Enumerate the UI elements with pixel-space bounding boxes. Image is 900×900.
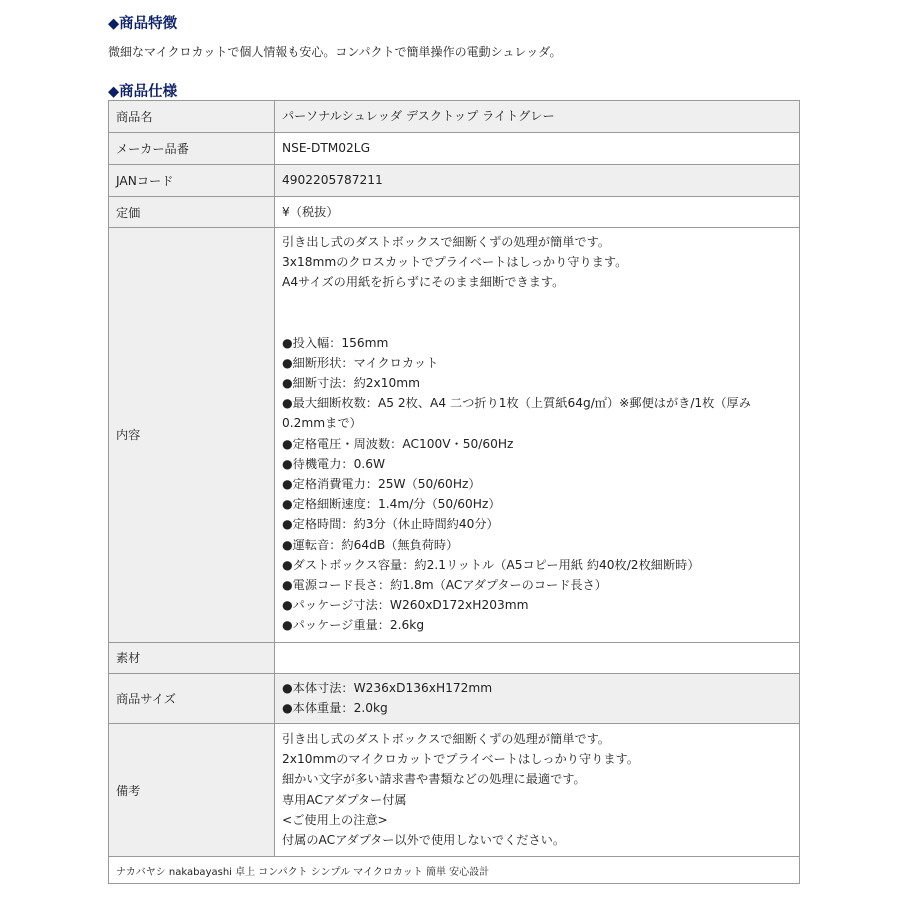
text-line: ●投入幅：156mm <box>282 335 389 350</box>
row-label: 素材 <box>109 642 275 673</box>
table-row-remarks <box>109 724 800 857</box>
table-row-price <box>109 197 800 228</box>
text-line: 引き出し式のダストボックスで細断くずの処理が簡単です。 <box>282 732 610 747</box>
text-line: ●本体寸法：W236xD136xH172mm <box>282 680 493 695</box>
text-line: ●定格消費電力：25W（50/60Hz） <box>282 477 481 492</box>
row-value <box>275 673 800 723</box>
text-line: 細かい文字が多い請求書や書類などの処理に最適です。 <box>282 772 586 787</box>
text-line: A4サイズの用紙を折らずにそのまま細断できます。 <box>282 275 565 290</box>
features-text: 微細なマイクロカットで個人情報も安心。コンパクトで簡単操作の電動シュレッダ。 <box>108 45 562 59</box>
row-value <box>275 724 800 857</box>
row-value <box>275 228 800 643</box>
table-row-jan-code <box>109 165 800 197</box>
table-row-product-size <box>109 673 800 723</box>
row-label: 内容 <box>109 228 275 643</box>
footer-keywords: ナカバヤシ nakabayashi 卓上 コンパクト シンプル マイクロカット 簡単 安心設計 <box>109 857 800 884</box>
table-row-contents <box>109 228 800 643</box>
text-line: ●細断寸法：約2x10mm <box>282 376 420 391</box>
text-line: ●パッケージ寸法：W260xD172xH203mm <box>282 598 529 613</box>
spec-table <box>108 100 800 884</box>
row-value: パーソナルシュレッダ デスクトップ ライトグレー <box>275 101 800 133</box>
contents-bullets <box>282 333 792 636</box>
row-label: 定価 <box>109 197 275 228</box>
row-value: NSE-DTM02LG <box>275 133 800 165</box>
row-label: 商品サイズ <box>109 673 275 723</box>
row-label: JANコード <box>109 165 275 197</box>
text-line: 専用ACアダプター付属 <box>282 792 407 807</box>
text-line: 付属のACアダプター以外で使用しないでください。 <box>282 833 566 848</box>
text-line: ●最大細断枚数：A5 2枚、A4 二つ折り1枚（上質紙64g/㎡）※郵便はがき/1枚（厚み0.2mmまで） <box>282 396 751 431</box>
text-line: ●定格時間：約3分（休止時間約40分） <box>282 517 499 532</box>
row-label: メーカー品番 <box>109 133 275 165</box>
table-row-product-name <box>109 101 800 133</box>
text-line: ●本体重量：2.0kg <box>282 700 388 715</box>
table-row-model-number <box>109 133 800 165</box>
table-row-material <box>109 642 800 673</box>
remarks-lines <box>282 729 792 850</box>
spacer <box>282 293 792 333</box>
row-value: ¥（税抜） <box>275 197 800 228</box>
text-line: 引き出し式のダストボックスで細断くずの処理が簡単です。 <box>282 235 610 249</box>
row-value <box>275 642 800 673</box>
text-line: <ご使用上の注意> <box>282 812 388 827</box>
row-label: 備考 <box>109 724 275 857</box>
features-heading: ◆商品特徴 <box>108 16 178 32</box>
text-line: ●運転音：約64dB（無負荷時） <box>282 537 459 552</box>
text-line: ●ダストボックス容量：約2.1リットル（A5コピー用紙 約40枚/2枚細断時） <box>282 557 700 572</box>
specs-heading: ◆商品仕様 <box>108 84 178 100</box>
text-line: ●電源コード長さ：約1.8m（ACアダプターのコード長さ） <box>282 578 607 593</box>
text-line: ●細断形状：マイクロカット <box>282 355 439 370</box>
contents-intro <box>282 232 792 293</box>
table-row-footer <box>109 857 800 884</box>
text-line: ●待機電力：0.6W <box>282 456 386 471</box>
text-line: 2x10mmのマイクロカットでプライベートはしっかり守ります。 <box>282 752 639 767</box>
text-line: 3x18mmのクロスカットでプライベートはしっかり守ります。 <box>282 255 628 270</box>
text-line: ●定格電圧・周波数：AC100V・50/60Hz <box>282 436 514 451</box>
row-value: 4902205787211 <box>275 165 800 197</box>
size-lines <box>282 678 792 718</box>
text-line: ●パッケージ重量：2.6kg <box>282 618 425 633</box>
row-label: 商品名 <box>109 101 275 133</box>
text-line: ●定格細断速度：1.4m/分（50/60Hz） <box>282 497 501 512</box>
